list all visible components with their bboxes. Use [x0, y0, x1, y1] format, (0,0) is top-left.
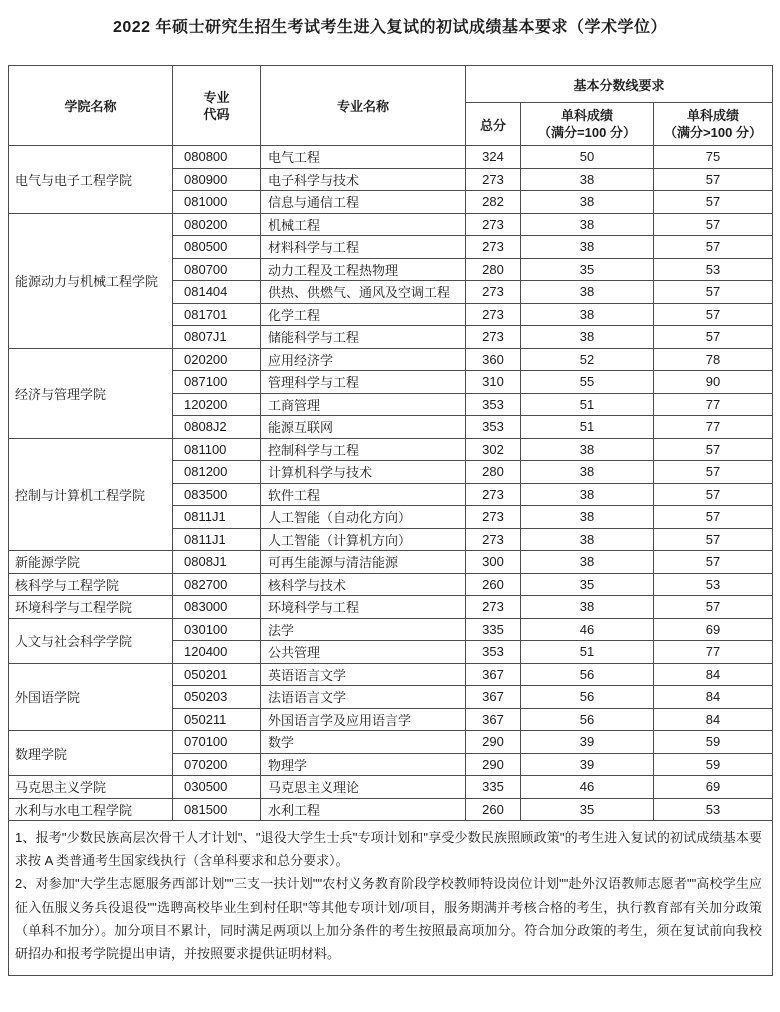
- total-score-cell: 280: [466, 461, 521, 484]
- major-code-cell: 0811J1: [173, 528, 261, 551]
- single-score-gt100-cell: 78: [654, 348, 773, 371]
- total-score-cell: 353: [466, 416, 521, 439]
- table-row: [9, 438, 773, 461]
- total-score-cell: 290: [466, 753, 521, 776]
- single-score-gt100-cell: 59: [654, 753, 773, 776]
- total-score-cell: 310: [466, 371, 521, 394]
- notes-cell: [9, 821, 773, 976]
- major-name-cell: 应用经济学: [261, 348, 466, 371]
- major-code-cell: 0808J2: [173, 416, 261, 439]
- college-name-cell: 电气与电子工程学院: [9, 146, 173, 214]
- col-header-code-line2: 代码: [203, 106, 230, 122]
- major-name-cell: 工商管理: [261, 393, 466, 416]
- college-name-cell: 数理学院: [9, 731, 173, 776]
- major-name-cell: 人工智能（自动化方向）: [261, 506, 466, 529]
- major-code-cell: 050201: [173, 663, 261, 686]
- table-row: [9, 573, 773, 596]
- major-code-cell: 081100: [173, 438, 261, 461]
- note-2: 2、对参加"大学生志愿服务西部计划""三支一扶计划""农村义务教育阶段学校教师特设岗位计划""赴外汉语教师志愿者""高校学生应征入伍服义务兵役退役""选聘高校毕业生到村任职"等其他专项计划/项目，服务期满并考核合格的考生，执行教育部有关加分政策（单科不加分）。加分项目不累计，同时满足两项以上加分条件的考生按照最高项加分。符合加分政策的考生，须在复试前向我校研招办和报考学院提出申请，并按照要求提供证明材料。: [15, 876, 763, 962]
- single-score-gt100-cell: 69: [654, 776, 773, 799]
- major-name-cell: 计算机科学与技术: [261, 461, 466, 484]
- major-code-cell: 0807J1: [173, 326, 261, 349]
- major-name-cell: 化学工程: [261, 303, 466, 326]
- single-score-gt100-cell: 77: [654, 641, 773, 664]
- single-score-100-cell: 39: [521, 753, 654, 776]
- total-score-cell: 300: [466, 551, 521, 574]
- major-name-cell: 信息与通信工程: [261, 191, 466, 214]
- total-score-cell: 273: [466, 281, 521, 304]
- total-score-cell: 367: [466, 663, 521, 686]
- single-score-gt100-cell: 57: [654, 303, 773, 326]
- table-body: [9, 146, 773, 821]
- single-score-100-cell: 38: [521, 461, 654, 484]
- college-name-cell: 核科学与工程学院: [9, 573, 173, 596]
- major-code-cell: 082700: [173, 573, 261, 596]
- table-row: [9, 551, 773, 574]
- single-score-gt100-cell: 59: [654, 731, 773, 754]
- major-code-cell: 083000: [173, 596, 261, 619]
- single-score-100-cell: 55: [521, 371, 654, 394]
- major-name-cell: 电子科学与技术: [261, 168, 466, 191]
- major-name-cell: 软件工程: [261, 483, 466, 506]
- table-row: [9, 348, 773, 371]
- total-score-cell: 302: [466, 438, 521, 461]
- college-name-cell: 水利与水电工程学院: [9, 798, 173, 821]
- major-code-cell: 030100: [173, 618, 261, 641]
- major-code-cell: 070200: [173, 753, 261, 776]
- major-code-cell: 081404: [173, 281, 261, 304]
- single-score-100-cell: 38: [521, 438, 654, 461]
- single-score-100-cell: 38: [521, 596, 654, 619]
- col-header-single-100-sub: （满分=100 分）: [538, 125, 636, 140]
- total-score-cell: 273: [466, 528, 521, 551]
- single-score-100-cell: 38: [521, 281, 654, 304]
- single-score-gt100-cell: 75: [654, 146, 773, 169]
- major-name-cell: 储能科学与工程: [261, 326, 466, 349]
- major-code-cell: 087100: [173, 371, 261, 394]
- total-score-cell: 353: [466, 393, 521, 416]
- single-score-gt100-cell: 57: [654, 326, 773, 349]
- major-code-cell: 080500: [173, 236, 261, 259]
- total-score-cell: 273: [466, 596, 521, 619]
- major-code-cell: 083500: [173, 483, 261, 506]
- major-code-cell: 120400: [173, 641, 261, 664]
- table-row: [9, 663, 773, 686]
- total-score-cell: 353: [466, 641, 521, 664]
- single-score-100-cell: 46: [521, 618, 654, 641]
- major-code-cell: 080800: [173, 146, 261, 169]
- total-score-cell: 273: [466, 303, 521, 326]
- total-score-cell: 273: [466, 506, 521, 529]
- major-code-cell: 050211: [173, 708, 261, 731]
- single-score-100-cell: 35: [521, 573, 654, 596]
- major-name-cell: 可再生能源与清洁能源: [261, 551, 466, 574]
- table-footer-notes: [9, 821, 773, 976]
- single-score-gt100-cell: 90: [654, 371, 773, 394]
- table-row: [9, 798, 773, 821]
- college-name-cell: 控制与计算机工程学院: [9, 438, 173, 551]
- single-score-gt100-cell: 57: [654, 191, 773, 214]
- col-header-single-100: [521, 103, 654, 146]
- col-header-college: 学院名称: [9, 66, 173, 146]
- single-score-100-cell: 50: [521, 146, 654, 169]
- single-score-gt100-cell: 57: [654, 596, 773, 619]
- major-name-cell: 数学: [261, 731, 466, 754]
- major-name-cell: 电气工程: [261, 146, 466, 169]
- major-code-cell: 0808J1: [173, 551, 261, 574]
- page-title: 2022 年硕士研究生招生考试考生进入复试的初试成绩基本要求（学术学位）: [112, 19, 668, 36]
- table-header: [9, 66, 773, 146]
- college-name-cell: 新能源学院: [9, 551, 173, 574]
- single-score-gt100-cell: 53: [654, 798, 773, 821]
- single-score-100-cell: 38: [521, 191, 654, 214]
- total-score-cell: 367: [466, 686, 521, 709]
- single-score-100-cell: 38: [521, 168, 654, 191]
- score-table: [8, 65, 773, 976]
- single-score-gt100-cell: 84: [654, 686, 773, 709]
- college-name-cell: 外国语学院: [9, 663, 173, 731]
- single-score-gt100-cell: 77: [654, 416, 773, 439]
- major-code-cell: 080200: [173, 213, 261, 236]
- col-header-single-gt100-main: 单科成绩: [687, 108, 740, 123]
- notes-row: [9, 821, 773, 976]
- major-name-cell: 管理科学与工程: [261, 371, 466, 394]
- college-name-cell: 环境科学与工程学院: [9, 596, 173, 619]
- single-score-100-cell: 56: [521, 686, 654, 709]
- single-score-100-cell: 39: [521, 731, 654, 754]
- major-code-cell: 081200: [173, 461, 261, 484]
- col-header-major: 专业名称: [261, 66, 466, 146]
- col-header-total: 总分: [466, 103, 521, 146]
- single-score-100-cell: 38: [521, 528, 654, 551]
- college-name-cell: 人文与社会科学学院: [9, 618, 173, 663]
- major-name-cell: 环境科学与工程: [261, 596, 466, 619]
- single-score-gt100-cell: 69: [654, 618, 773, 641]
- single-score-100-cell: 38: [521, 303, 654, 326]
- note-1: 1、报考"少数民族高层次骨干人才计划"、"退役大学生士兵"专项计划和"享受少数民族照顾政策"的考生进入复试的初试成绩基本要求按 A 类普通考生国家线执行（含单科要求和总分要求）。: [15, 830, 763, 869]
- major-code-cell: 050203: [173, 686, 261, 709]
- single-score-100-cell: 51: [521, 416, 654, 439]
- table-row: [9, 776, 773, 799]
- major-name-cell: 法语语言文学: [261, 686, 466, 709]
- major-code-cell: 020200: [173, 348, 261, 371]
- table-row: [9, 618, 773, 641]
- single-score-gt100-cell: 77: [654, 393, 773, 416]
- major-code-cell: 120200: [173, 393, 261, 416]
- single-score-gt100-cell: 53: [654, 258, 773, 281]
- major-name-cell: 法学: [261, 618, 466, 641]
- single-score-100-cell: 56: [521, 663, 654, 686]
- single-score-gt100-cell: 57: [654, 461, 773, 484]
- single-score-gt100-cell: 57: [654, 281, 773, 304]
- major-code-cell: 081500: [173, 798, 261, 821]
- single-score-gt100-cell: 57: [654, 168, 773, 191]
- major-name-cell: 水利工程: [261, 798, 466, 821]
- single-score-gt100-cell: 57: [654, 213, 773, 236]
- single-score-100-cell: 38: [521, 506, 654, 529]
- col-header-score-group: 基本分数线要求: [466, 66, 773, 103]
- single-score-100-cell: 35: [521, 258, 654, 281]
- table-row: [9, 596, 773, 619]
- single-score-100-cell: 38: [521, 483, 654, 506]
- total-score-cell: 260: [466, 798, 521, 821]
- major-code-cell: 081000: [173, 191, 261, 214]
- major-code-cell: 030500: [173, 776, 261, 799]
- single-score-gt100-cell: 57: [654, 438, 773, 461]
- single-score-100-cell: 56: [521, 708, 654, 731]
- total-score-cell: 335: [466, 618, 521, 641]
- major-name-cell: 核科学与技术: [261, 573, 466, 596]
- college-name-cell: 能源动力与机械工程学院: [9, 213, 173, 348]
- single-score-gt100-cell: 57: [654, 528, 773, 551]
- total-score-cell: 367: [466, 708, 521, 731]
- single-score-100-cell: 51: [521, 641, 654, 664]
- major-name-cell: 材料科学与工程: [261, 236, 466, 259]
- single-score-100-cell: 35: [521, 798, 654, 821]
- single-score-100-cell: 38: [521, 213, 654, 236]
- major-name-cell: 能源互联网: [261, 416, 466, 439]
- total-score-cell: 273: [466, 236, 521, 259]
- total-score-cell: 335: [466, 776, 521, 799]
- single-score-100-cell: 38: [521, 326, 654, 349]
- single-score-gt100-cell: 57: [654, 483, 773, 506]
- col-header-single-100-main: 单科成绩: [560, 108, 613, 123]
- major-code-cell: 0811J1: [173, 506, 261, 529]
- col-header-single-gt100-sub: （满分>100 分）: [664, 125, 762, 140]
- major-name-cell: 控制科学与工程: [261, 438, 466, 461]
- col-header-code: [173, 66, 261, 146]
- single-score-gt100-cell: 84: [654, 663, 773, 686]
- total-score-cell: 324: [466, 146, 521, 169]
- major-name-cell: 人工智能（计算机方向）: [261, 528, 466, 551]
- total-score-cell: 360: [466, 348, 521, 371]
- major-code-cell: 080900: [173, 168, 261, 191]
- single-score-gt100-cell: 57: [654, 236, 773, 259]
- single-score-gt100-cell: 57: [654, 551, 773, 574]
- single-score-100-cell: 51: [521, 393, 654, 416]
- single-score-gt100-cell: 53: [654, 573, 773, 596]
- major-name-cell: 马克思主义理论: [261, 776, 466, 799]
- total-score-cell: 273: [466, 483, 521, 506]
- total-score-cell: 273: [466, 168, 521, 191]
- col-header-single-gt100: [654, 103, 773, 146]
- total-score-cell: 273: [466, 213, 521, 236]
- major-name-cell: 供热、供燃气、通风及空调工程: [261, 281, 466, 304]
- single-score-100-cell: 46: [521, 776, 654, 799]
- table-row: [9, 146, 773, 169]
- total-score-cell: 290: [466, 731, 521, 754]
- major-name-cell: 外国语言学及应用语言学: [261, 708, 466, 731]
- total-score-cell: 273: [466, 326, 521, 349]
- major-name-cell: 公共管理: [261, 641, 466, 664]
- total-score-cell: 282: [466, 191, 521, 214]
- major-name-cell: 机械工程: [261, 213, 466, 236]
- table-row: [9, 731, 773, 754]
- major-name-cell: 动力工程及工程热物理: [261, 258, 466, 281]
- single-score-100-cell: 38: [521, 236, 654, 259]
- major-code-cell: 081701: [173, 303, 261, 326]
- single-score-100-cell: 52: [521, 348, 654, 371]
- major-code-cell: 080700: [173, 258, 261, 281]
- col-header-code-line1: 专业: [203, 89, 230, 105]
- table-row: [9, 213, 773, 236]
- total-score-cell: 260: [466, 573, 521, 596]
- single-score-gt100-cell: 84: [654, 708, 773, 731]
- single-score-100-cell: 38: [521, 551, 654, 574]
- major-name-cell: 物理学: [261, 753, 466, 776]
- college-name-cell: 经济与管理学院: [9, 348, 173, 438]
- major-name-cell: 英语语言文学: [261, 663, 466, 686]
- major-code-cell: 070100: [173, 731, 261, 754]
- header-row-1: [9, 66, 773, 103]
- college-name-cell: 马克思主义学院: [9, 776, 173, 799]
- total-score-cell: 280: [466, 258, 521, 281]
- single-score-gt100-cell: 57: [654, 506, 773, 529]
